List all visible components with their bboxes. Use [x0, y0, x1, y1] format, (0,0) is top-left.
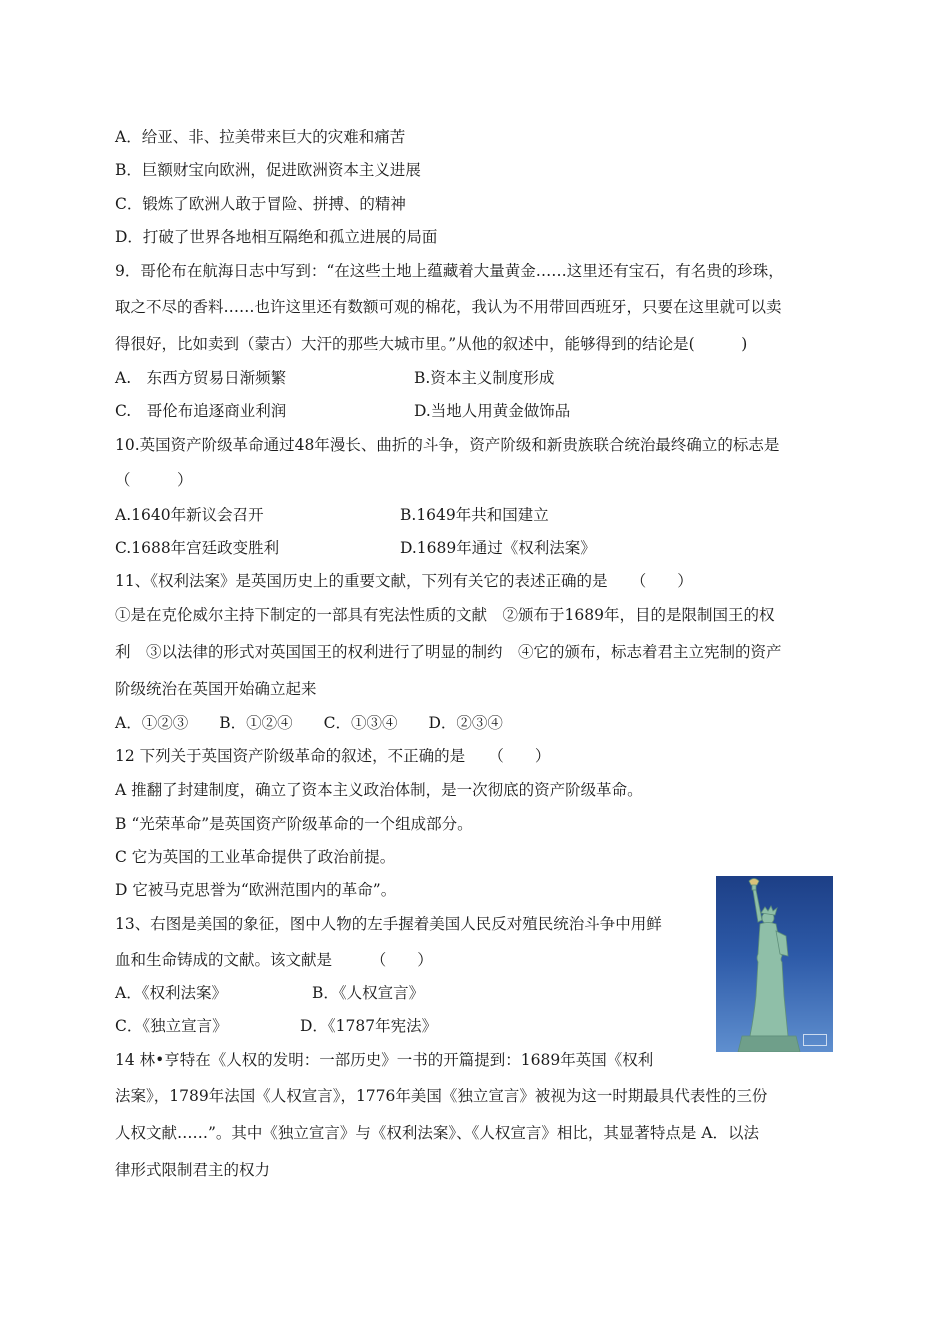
q14-stem-line-3: 人权文献……”。其中《独立宣言》与《权利法案》、《人权宣言》相比，其显著特点是 A．以法	[115, 1124, 760, 1142]
q12-option-b: B “光荣革命”是英国资产阶级革命的一个组成部分。	[115, 815, 473, 833]
q14-stem-line-1: 14 林•亨特在《人权的发明：一部历史》一书的开篇提到：1689年英国《权利	[115, 1051, 654, 1069]
q10-option-a: A.1640年新议会召开	[115, 506, 264, 524]
q12-stem: 12 下列关于英国资产阶级革命的叙述，不正确的是 （ ）	[115, 747, 551, 765]
q9-stem-line-1: 9．哥伦布在航海日志中写到：“在这些土地上蕴藏着大量黄金……这里还有宝石，有名贵的珍珠，	[115, 262, 784, 280]
q13-stem-line-2: 血和生命铸成的文献。该文献是 （ ）	[115, 951, 433, 969]
q9-option-a: A. 东西方贸易日渐频繁	[115, 369, 287, 387]
q11-stem-line-4: 阶级统治在英国开始确立起来	[115, 680, 317, 698]
q11-stem-line-3: 利 ③以法律的形式对英国国王的权利进行了明显的制约 ④它的颁布，标志着君主立宪制的资产	[115, 643, 782, 661]
q10-option-b: B.1649年共和国建立	[400, 506, 549, 524]
q11-stem-line-2: ①是在克伦威尔主持下制定的一部具有宪法性质的文献 ②颁布于1689年，目的是限制国王的权	[115, 606, 775, 624]
q11-options: A．①②③ B．①②④ C．①③④ D．②③④	[115, 714, 503, 732]
q14-stem-line-2: 法案》，1789年法国《人权宣言》，1776年美国《独立宣言》被视为这一时期最具代表性的三份	[115, 1087, 768, 1105]
q9-stem-line-2: 取之不尽的香料……也许这里还有数额可观的棉花，我认为不用带回西班牙，只要在这里就可以卖	[115, 298, 782, 316]
q13-stem-line-1: 13、右图是美国的象征，图中人物的左手握着美国人民反对殖民统治斗争中用鲜	[115, 915, 662, 933]
watermark	[803, 1034, 827, 1046]
q9-stem-line-3: 得很好，比如卖到（蒙古）大汗的那些大城市里。”从他的叙述中，能够得到的结论是( )	[115, 335, 748, 353]
q12-option-d: D 它被马克思誉为“欧洲范围内的革命”。	[115, 881, 397, 899]
q13-option-a: A．《权利法案》	[115, 984, 227, 1002]
statue-of-liberty-icon	[716, 876, 833, 1052]
q9-option-b: B.资本主义制度形成	[414, 369, 555, 387]
q8-option-d: D．打破了世界各地相互隔绝和孤立进展的局面	[115, 228, 438, 246]
q9-option-d: D.当地人用黄金做饰品	[414, 402, 571, 420]
q8-option-c: C．锻炼了欧洲人敢于冒险、拼搏、的精神	[115, 195, 406, 213]
q13-option-b: B．《人权宣言》	[312, 984, 425, 1002]
statue-of-liberty-figure	[716, 876, 833, 1052]
q8-option-b: B．巨额财宝向欧洲，促进欧洲资本主义进展	[115, 161, 421, 179]
q13-option-c: C．《独立宣言》	[115, 1017, 228, 1035]
q10-stem-line-1: 10.英国资产阶级革命通过48年漫长、曲折的斗争，资产阶级和新贵族联合统治最终确立的标志是	[115, 436, 780, 454]
q12-option-c: C 它为英国的工业革命提供了政治前提。	[115, 848, 396, 866]
q14-stem-line-4: 律形式限制君主的权力	[115, 1161, 271, 1179]
q11-stem-line-1: 11、《权利法案》是英国历史上的重要文献，下列有关它的表述正确的是 （ ）	[115, 572, 693, 590]
q10-option-d: D.1689年通过《权利法案》	[400, 539, 596, 557]
q12-option-a: A 推翻了封建制度，确立了资本主义政治体制，是一次彻底的资产阶级革命。	[115, 781, 643, 799]
q13-option-d: D．《1787年宪法》	[300, 1017, 438, 1035]
q8-option-a: A．给亚、非、拉美带来巨大的灾难和痛苦	[115, 128, 406, 146]
q10-stem-line-2: （ ）	[115, 471, 193, 489]
q10-option-c: C.1688年宫廷政变胜利	[115, 539, 280, 557]
q9-option-c: C. 哥伦布追逐商业利润	[115, 402, 287, 420]
